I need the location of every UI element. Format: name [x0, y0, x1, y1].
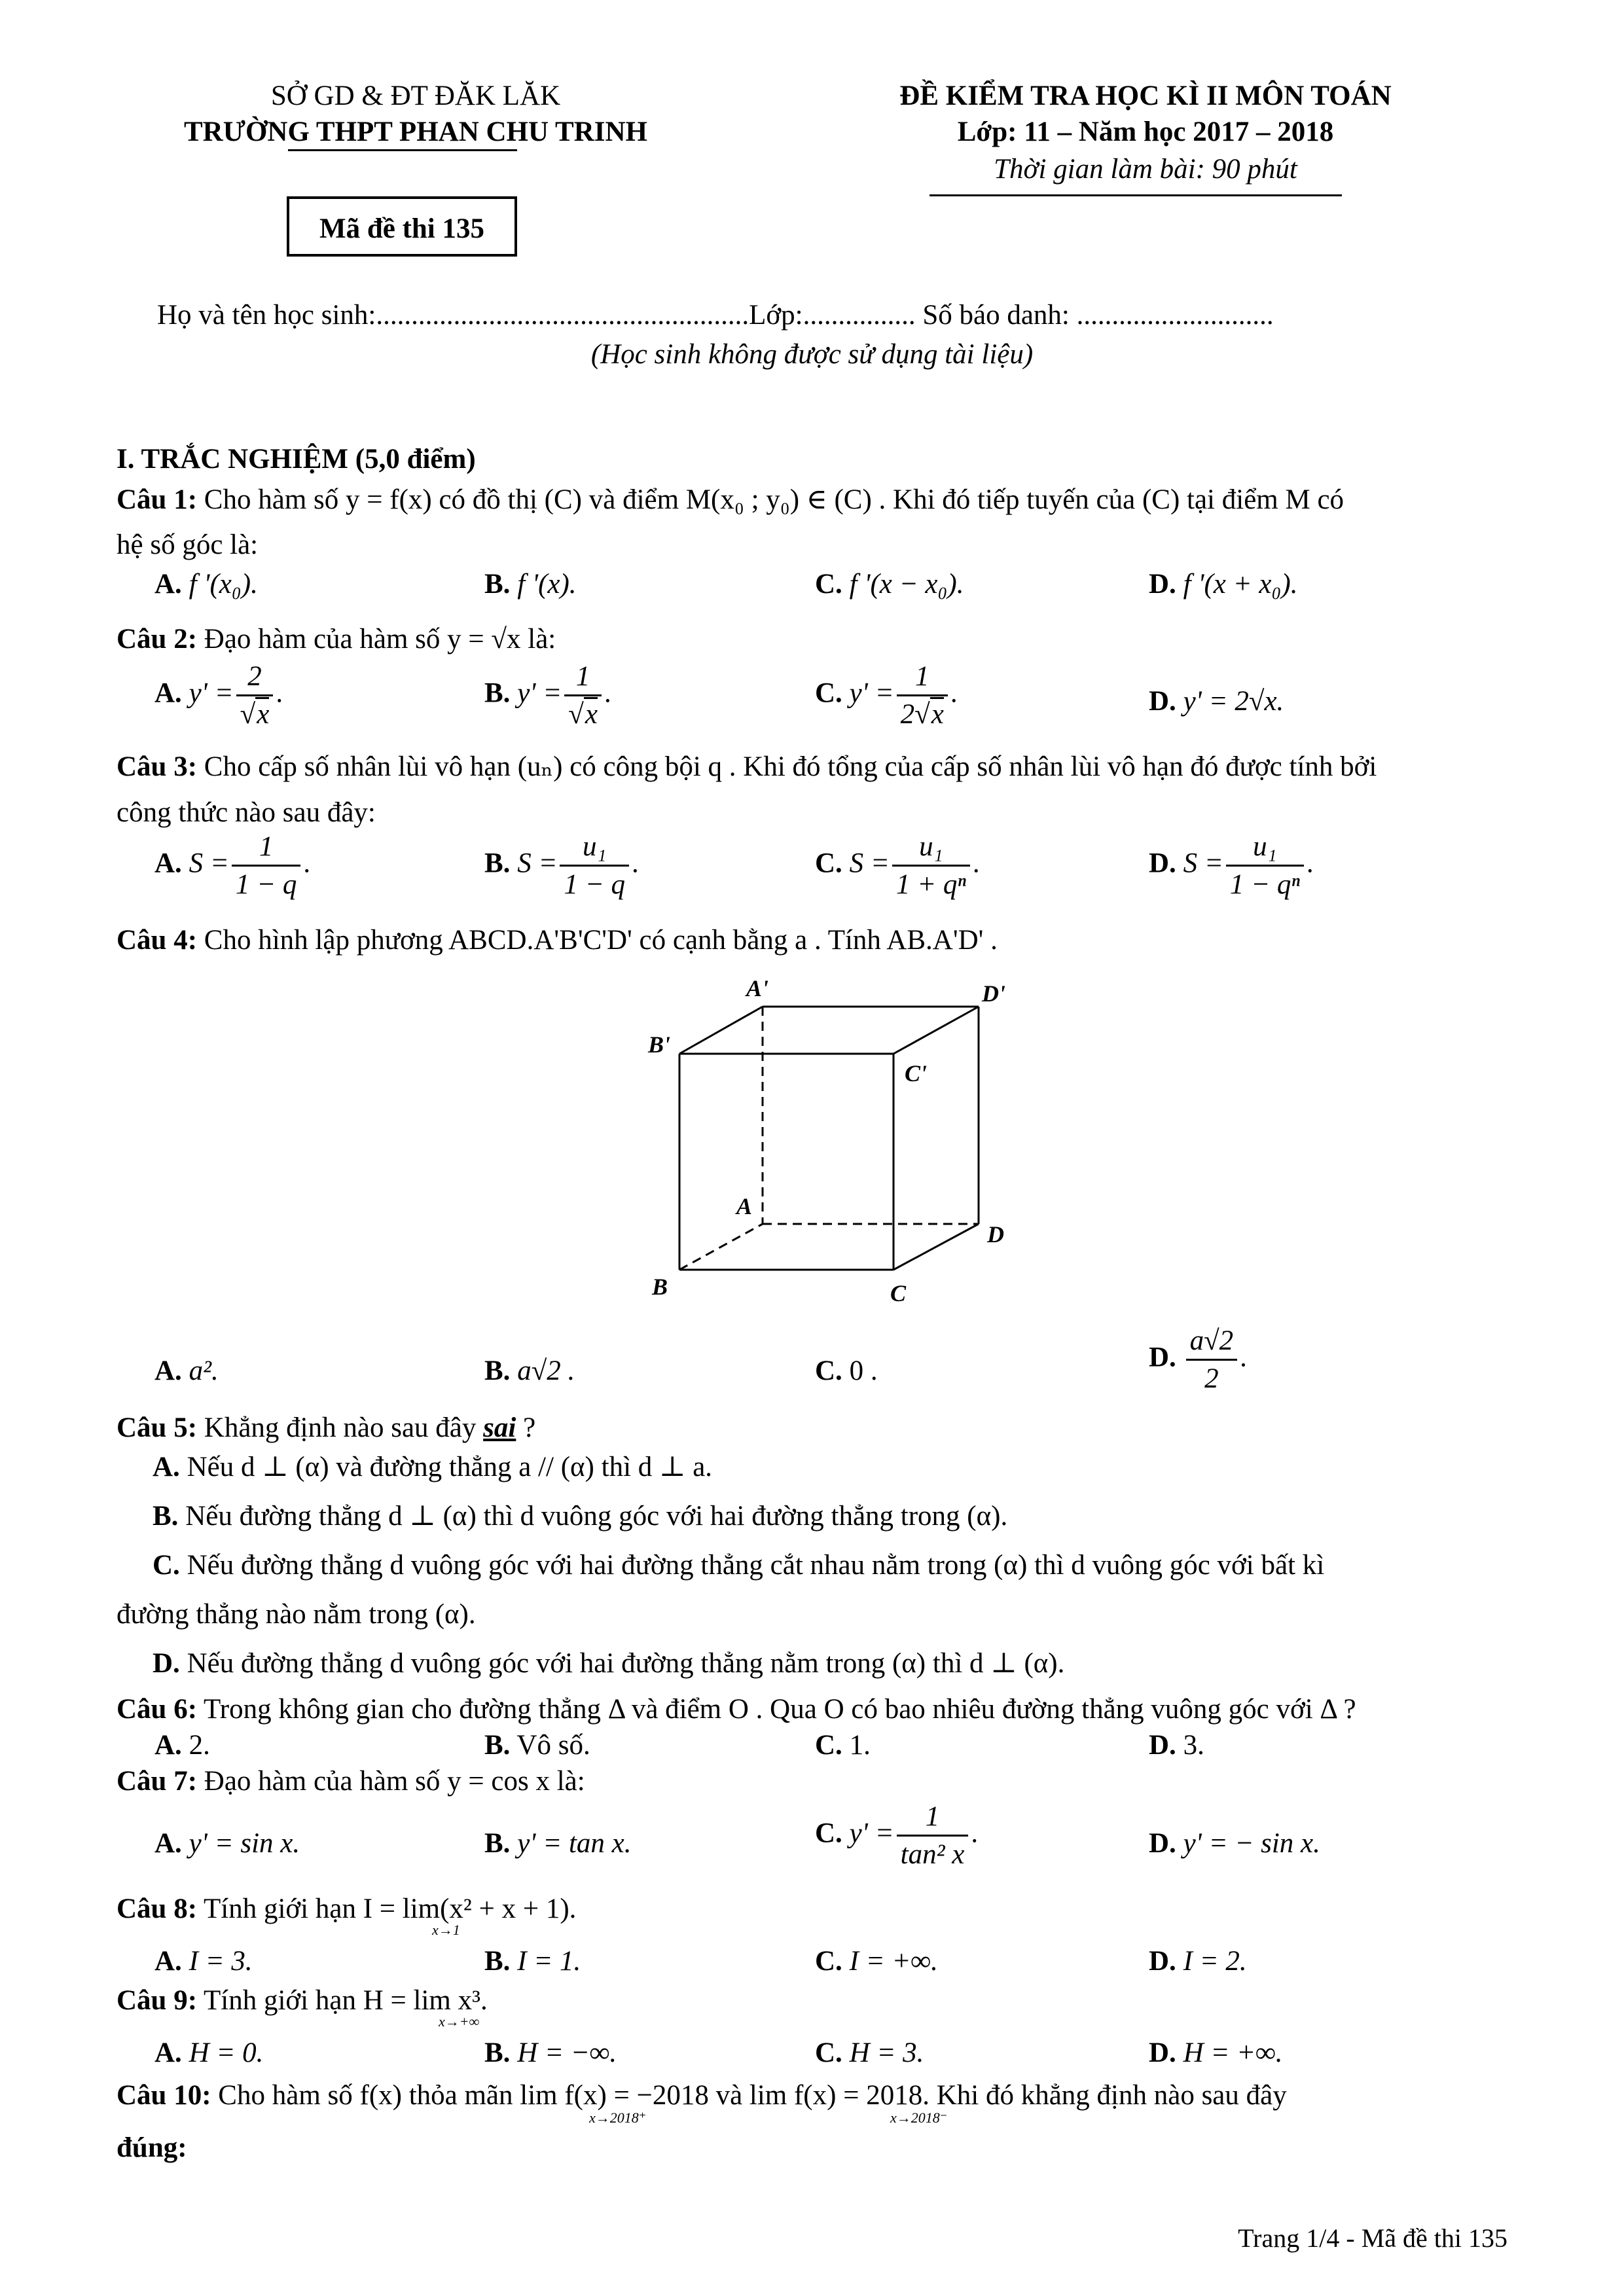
- question-text: Khẳng định nào sau đây: [197, 1412, 484, 1443]
- exam-class-year: Lớp: 11 – Năm học 2017 – 2018: [957, 117, 1334, 147]
- question-text: Cho hàm số f(x) thỏa mãn lim f(x) = −2018 và lim f(x) = 2018. Khi đó khẳng định nào sau đây: [211, 2080, 1287, 2111]
- fraction: $\frac{2}{√x}$: [236, 661, 274, 730]
- option-letter: C.: [153, 1550, 180, 1581]
- question-text: Trong không gian cho đường thẳng Δ và điểm O . Qua O có bao nhiêu đường thẳng vuông góc với Δ ?: [197, 1694, 1356, 1725]
- page-footer: Trang 1/4 - Mã đề thi 135: [1238, 2223, 1507, 2253]
- option-text: I = 1.: [517, 1946, 581, 1977]
- fraction: $\frac{1}{2√x}$: [897, 661, 948, 730]
- option-text: I = 2.: [1183, 1946, 1247, 1977]
- question-8: [117, 1892, 1507, 1927]
- exam-duration: Thời gian làm bài: 90 phút: [994, 154, 1297, 185]
- edge-cd: [893, 1224, 979, 1270]
- numerator: 1: [897, 1801, 969, 1837]
- edge-b1a1: [679, 1007, 763, 1054]
- question-6: [117, 1692, 1507, 1727]
- q8-option-b[interactable]: [484, 1944, 581, 1979]
- option-text: y' = tan x.: [517, 1828, 632, 1859]
- q3-option-a[interactable]: A. S = $\frac{1}{1 - q}$ .: [154, 831, 311, 901]
- question-label: Câu 6:: [117, 1694, 198, 1725]
- vertex-label-d1: D': [982, 980, 1005, 1007]
- question-2: [117, 622, 1507, 657]
- q4-option-c[interactable]: [815, 1354, 878, 1389]
- option-letter: B.: [484, 1828, 511, 1859]
- option-text: 1.: [849, 1730, 871, 1761]
- limit-subscript-left: x→2018⁻: [890, 2109, 948, 2126]
- q5-option-d[interactable]: [117, 1646, 1507, 1681]
- vertex-label-b1: B': [648, 1031, 671, 1058]
- question-7: [117, 1764, 1507, 1799]
- option-letter: B.: [153, 1501, 179, 1532]
- option-text: S =: [189, 848, 229, 879]
- q9-option-b[interactable]: [484, 2036, 617, 2071]
- question-text: Tính giới hạn H = lim x³.: [197, 1985, 488, 2016]
- limit-subscript-right: x→2018⁺: [589, 2109, 647, 2126]
- q1-option-a[interactable]: [154, 567, 258, 602]
- option-letter: A.: [154, 1355, 182, 1386]
- option-letter: D.: [1149, 686, 1176, 717]
- option-letter: B.: [484, 1730, 511, 1761]
- q4-option-b[interactable]: [484, 1354, 575, 1389]
- option-letter: D.: [1149, 1342, 1176, 1373]
- option-text: y' =: [849, 1818, 894, 1849]
- denominator-coef: 2: [900, 699, 915, 730]
- fraction: [1186, 1325, 1238, 1395]
- fraction: $\frac{1}{√x}$: [564, 661, 602, 730]
- q2-option-a[interactable]: A. y' = $\frac{2}{√x}$ .: [154, 661, 283, 730]
- fraction: [232, 831, 301, 901]
- option-text: y' = − sin x.: [1183, 1828, 1320, 1859]
- option-letter: B.: [484, 569, 511, 600]
- q5-option-b[interactable]: [117, 1499, 1507, 1534]
- q2-option-d[interactable]: [1149, 684, 1284, 719]
- option-text: Nếu đường thẳng d vuông góc với hai đường thẳng cắt nhau nằm trong (α) thì d vuông góc với bất kì: [187, 1550, 1325, 1581]
- q9-option-d[interactable]: [1149, 2036, 1283, 2071]
- q7-option-b[interactable]: [484, 1826, 632, 1861]
- limit-subscript: x→+∞: [439, 2013, 480, 2030]
- option-letter: C.: [815, 1818, 842, 1849]
- no-materials-note: (Học sinh không được sử dụng tài liệu): [590, 339, 1034, 370]
- fraction: [897, 1801, 969, 1871]
- fraction: [560, 831, 629, 901]
- option-letter: C.: [815, 2037, 842, 2068]
- question-3-cont: công thức nào sau đây:: [117, 797, 376, 828]
- q9-option-c[interactable]: [815, 2036, 924, 2071]
- option-letter: C.: [815, 677, 842, 709]
- option-letter: A.: [154, 677, 182, 709]
- denominator: 1 + qⁿ: [895, 869, 966, 901]
- option-letter: C.: [815, 848, 842, 879]
- question-9: [117, 1983, 1507, 2018]
- option-text: S =: [1183, 848, 1223, 879]
- question-label: Câu 2:: [117, 624, 198, 655]
- option-letter: C.: [815, 1730, 842, 1761]
- q5-option-c-cont: đường thẳng nào nằm trong (α).: [117, 1599, 476, 1630]
- cube-figure: [628, 969, 1047, 1309]
- exam-title: ĐỀ KIỂM TRA HỌC KÌ II MÔN TOÁN: [899, 81, 1392, 111]
- option-letter: D.: [1149, 1946, 1176, 1977]
- option-text: y' =: [517, 677, 562, 709]
- option-text: S =: [517, 848, 558, 879]
- option-letter: D.: [1149, 2037, 1176, 2068]
- question-label: Câu 1:: [117, 484, 198, 515]
- option-text: y' =: [849, 677, 894, 709]
- q8-option-d[interactable]: [1149, 1944, 1247, 1979]
- option-letter: D.: [1149, 569, 1176, 600]
- option-letter: A.: [154, 1946, 182, 1977]
- option-text: y' = sin x.: [189, 1828, 300, 1859]
- option-text: f '(x).: [517, 569, 577, 600]
- q4-option-a[interactable]: [154, 1354, 219, 1389]
- vertex-label-b: B: [652, 1274, 668, 1300]
- q8-option-c[interactable]: [815, 1944, 938, 1979]
- numerator: 1: [232, 831, 301, 867]
- denominator: x: [584, 697, 598, 730]
- option-letter: D.: [1149, 1828, 1176, 1859]
- fraction: [1226, 831, 1304, 901]
- option-text: y' = 2√x.: [1183, 686, 1284, 717]
- q3-option-d[interactable]: D. S = $\frac{\text{u₁}}{\text{1 − qⁿ}}$ .: [1149, 831, 1314, 901]
- option-letter: A.: [154, 2037, 182, 2068]
- option-letter: B.: [484, 848, 511, 879]
- denominator: 2: [1204, 1363, 1219, 1395]
- numerator: u₁: [1226, 831, 1304, 867]
- school-underline: [288, 149, 517, 151]
- vertex-label-c: C: [890, 1280, 907, 1306]
- question-4: [117, 923, 1507, 958]
- option-letter: A.: [154, 848, 182, 879]
- option-letter: A.: [154, 1730, 182, 1761]
- limit-subscript: x→1: [432, 1922, 460, 1938]
- q1-option-c[interactable]: [815, 567, 964, 602]
- denominator: tan² x: [900, 1839, 965, 1871]
- option-text: f '(x₀).: [189, 569, 258, 600]
- option-text: H = −∞.: [517, 2037, 617, 2068]
- question-1-cont: hệ số góc là:: [117, 529, 259, 560]
- option-letter: B.: [484, 1946, 511, 1977]
- q2-option-c[interactable]: C. y' = $\frac{1}{2√x}$ .: [815, 661, 958, 730]
- question-text: Đạo hàm của hàm số y = cos x là:: [197, 1766, 585, 1797]
- option-text: a√2 .: [517, 1355, 575, 1386]
- option-letter: A.: [154, 569, 182, 600]
- option-letter: D.: [1149, 848, 1176, 879]
- option-text: Nếu d ⊥ (α) và đường thẳng a // (α) thì d ⊥ a.: [187, 1452, 713, 1482]
- edge-c1d1: [893, 1007, 979, 1054]
- vertex-label-d: D: [987, 1221, 1004, 1247]
- question-text: Đạo hàm của hàm số y = √x là:: [197, 624, 556, 655]
- option-text: S =: [849, 848, 890, 879]
- student-info-line: Họ và tên học sinh:.....................................................Lớp:................ Số báo danh: ............................: [157, 300, 1274, 331]
- q7-option-d[interactable]: [1149, 1826, 1320, 1861]
- option-text: f '(x − x₀).: [849, 569, 964, 600]
- option-text: Vô số.: [516, 1730, 590, 1761]
- option-text: 0 .: [849, 1355, 878, 1386]
- vertex-label-a: A: [736, 1193, 753, 1219]
- option-text: Nếu đường thẳng d vuông góc với hai đường thẳng nằm trong (α) thì d ⊥ (α).: [187, 1648, 1065, 1679]
- option-letter: A.: [154, 1828, 182, 1859]
- option-letter: C.: [815, 569, 842, 600]
- denominator: 1 − qⁿ: [1229, 869, 1300, 901]
- option-text: I = 3.: [189, 1946, 253, 1977]
- question-1: [117, 482, 1507, 518]
- question-label: Câu 5:: [117, 1412, 198, 1443]
- option-letter: D.: [153, 1648, 180, 1679]
- q5-option-c[interactable]: [117, 1548, 1507, 1583]
- question-3: [117, 749, 1507, 785]
- q3-option-b[interactable]: B. S = $\frac{\text{u₁}}{1 - q}$ .: [484, 831, 639, 901]
- option-letter: D.: [1149, 1730, 1176, 1761]
- option-letter: B.: [484, 1355, 511, 1386]
- denominator: x: [255, 697, 269, 730]
- question-text: Cho hàm số y = f(x) có đồ thị (C) và điểm M(x₀ ; y₀) ∈ (C) . Khi đó tiếp tuyến của (C) tại điểm M có: [197, 484, 1344, 515]
- question-10-cont: đúng:: [117, 2132, 187, 2163]
- q6-option-d[interactable]: [1149, 1728, 1204, 1763]
- vertex-label-a1: A': [746, 975, 769, 1001]
- section-title: I. TRẮC NGHIỆM (5,0 điểm): [117, 444, 476, 475]
- option-text: 2.: [189, 1730, 210, 1761]
- question-label: Câu 4:: [117, 925, 198, 956]
- option-letter: B.: [484, 2037, 511, 2068]
- option-letter: C.: [815, 1946, 842, 1977]
- option-letter: B.: [484, 677, 511, 709]
- question-text-end: ?: [516, 1412, 536, 1443]
- question-label: Câu 8:: [117, 1893, 198, 1924]
- school-name: TRƯỜNG THPT PHAN CHU TRINH: [184, 117, 647, 147]
- question-label: Câu 3:: [117, 751, 198, 782]
- question-label: Câu 9:: [117, 1985, 198, 2016]
- q5-option-a[interactable]: [117, 1450, 1507, 1485]
- denominator: x: [930, 697, 944, 730]
- question-text: Cho hình lập phương ABCD.A'B'C'D' có cạnh bằng a . Tính AB.A'D' .: [197, 925, 998, 956]
- question-label: Câu 7:: [117, 1766, 198, 1797]
- numerator: u₁: [560, 831, 629, 867]
- q3-option-c[interactable]: C. S = $\frac{\text{u₁}}{\text{1 + qⁿ}}$ .: [815, 831, 980, 901]
- q7-option-a[interactable]: [154, 1826, 300, 1861]
- denominator: 1 − q: [235, 869, 297, 901]
- option-text: I = +∞.: [849, 1946, 938, 1977]
- question-text: Cho cấp số nhân lùi vô hạn (uₙ) có công bội q . Khi đó tổng của cấp số nhân lùi vô hạn đó được tính bởi: [197, 751, 1377, 782]
- school-department: SỞ GD & ĐT ĐĂK LĂK: [270, 81, 561, 111]
- q7-option-c[interactable]: C. y' = $\frac{1}{\text{tan² x}}$ .: [815, 1801, 979, 1871]
- numerator: 2: [236, 661, 274, 696]
- option-text: f '(x + x₀).: [1183, 569, 1298, 600]
- numerator: a√2: [1186, 1325, 1238, 1361]
- q6-option-a[interactable]: [154, 1728, 210, 1763]
- option-letter: A.: [153, 1452, 180, 1482]
- q4-option-d[interactable]: D. $\frac{a√2}{2}$ .: [1149, 1325, 1247, 1395]
- q6-option-b[interactable]: [484, 1728, 590, 1763]
- numerator: u₁: [892, 831, 970, 867]
- exam-code-box: Mã đề thi 135: [287, 196, 517, 257]
- fraction: [892, 831, 970, 901]
- option-text: y' =: [189, 677, 234, 709]
- edge-ab-hidden: [679, 1224, 763, 1270]
- option-text: a².: [189, 1355, 219, 1386]
- vertex-label-c1: C': [905, 1060, 928, 1086]
- option-text: H = 0.: [189, 2037, 264, 2068]
- option-text: Nếu đường thẳng d ⊥ (α) thì d vuông góc với hai đường thẳng trong (α).: [185, 1501, 1008, 1532]
- option-text: H = +∞.: [1183, 2037, 1283, 2068]
- q2-option-b[interactable]: B. y' = $\frac{1}{√x}$ .: [484, 661, 611, 730]
- numerator: 1: [897, 661, 948, 696]
- emphasis-word: sai: [483, 1412, 516, 1443]
- duration-underline: [929, 194, 1342, 196]
- numerator: 1: [564, 661, 602, 696]
- question-10: [117, 2078, 1507, 2113]
- q9-option-a[interactable]: [154, 2036, 263, 2071]
- denominator: 1 − q: [564, 869, 625, 901]
- q1-option-d[interactable]: [1149, 567, 1297, 602]
- question-text: Tính giới hạn I = lim(x² + x + 1).: [197, 1893, 577, 1924]
- option-letter: C.: [815, 1355, 842, 1386]
- q1-option-b[interactable]: [484, 567, 577, 602]
- option-text: 3.: [1183, 1730, 1204, 1761]
- q6-option-c[interactable]: [815, 1728, 871, 1763]
- option-text: H = 3.: [849, 2037, 924, 2068]
- q8-option-a[interactable]: [154, 1944, 253, 1979]
- question-5: [117, 1410, 1507, 1446]
- question-label: Câu 10:: [117, 2080, 211, 2111]
